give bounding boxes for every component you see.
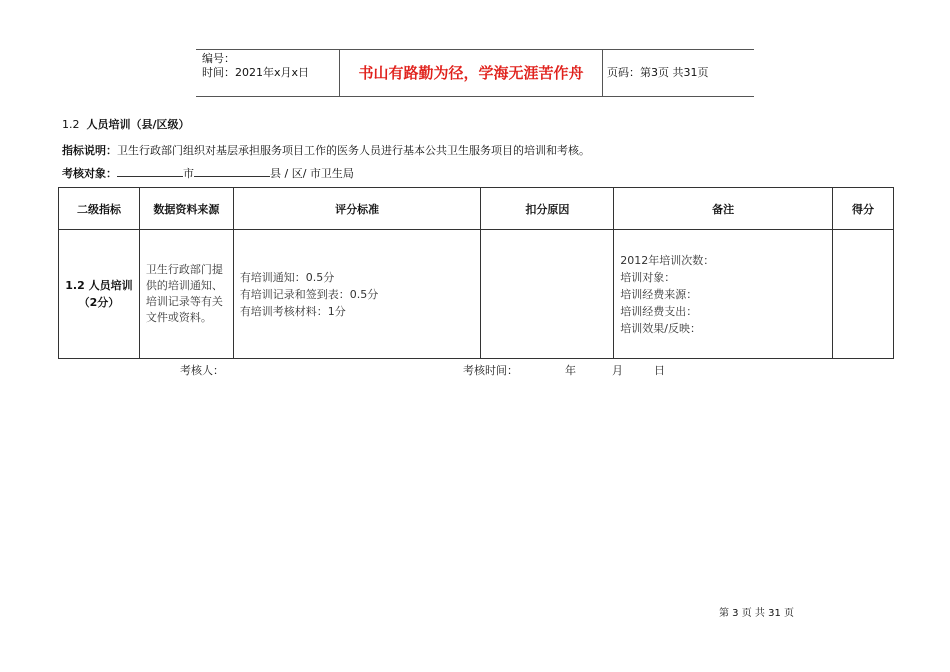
indicator-note-label: 指标说明： bbox=[62, 144, 117, 157]
section-number: 1.2 bbox=[62, 118, 80, 131]
indicator-cell bbox=[59, 230, 140, 359]
remark-item: 培训经费来源： bbox=[620, 287, 698, 301]
indicator-note-text: 卫生行政部门组织对基层承担服务项目工作的医务人员进行基本公共卫生服务项目的培训和考核。 bbox=[117, 144, 590, 157]
assessment-target bbox=[62, 165, 354, 181]
indicator-points: （2分） bbox=[78, 296, 120, 309]
standard-item: 有培训考核材料：1分 bbox=[239, 304, 346, 318]
source-cell: 卫生行政部门提供的培训通知、培训记录等有关文件或资料。 bbox=[139, 230, 233, 359]
page-label: 页码：第3页 共31页 bbox=[607, 66, 709, 79]
number-label: 编号： bbox=[202, 52, 235, 65]
remark-item: 培训经费支出： bbox=[620, 304, 698, 318]
target-label: 考核对象： bbox=[62, 167, 117, 180]
remarks-cell bbox=[614, 230, 833, 359]
table-header-row bbox=[59, 188, 894, 230]
standard-item: 有培训通知：0.5分 bbox=[239, 270, 335, 284]
assess-day: 日 bbox=[654, 364, 665, 377]
section-title bbox=[62, 116, 190, 132]
scoring-table bbox=[58, 187, 894, 359]
section-title-text: 人员培训（县/区级） bbox=[86, 118, 190, 131]
assess-time-label: 考核时间： bbox=[463, 364, 518, 377]
deduction-cell[interactable] bbox=[481, 230, 614, 359]
indicator-note bbox=[62, 142, 590, 158]
standard-item: 有培训记录和签到表：0.5分 bbox=[239, 287, 379, 301]
header-remarks: 备注 bbox=[614, 188, 833, 230]
header-deduction: 扣分原因 bbox=[481, 188, 614, 230]
standard-cell bbox=[233, 230, 481, 359]
assessor-label: 考核人： bbox=[180, 364, 224, 377]
target-city: 市 bbox=[183, 167, 194, 180]
remark-item: 2012年培训次数： bbox=[620, 253, 715, 267]
assess-year: 年 bbox=[565, 364, 576, 377]
time-label: 时间：2021年x月x日 bbox=[202, 66, 310, 79]
county-blank[interactable] bbox=[194, 166, 270, 177]
indicator-name: 1.2 人员培训 bbox=[65, 279, 133, 292]
assess-month: 月 bbox=[612, 364, 623, 377]
page-footer: 第 3 页 共 31 页 bbox=[719, 608, 794, 619]
header-indicator: 二级指标 bbox=[59, 188, 140, 230]
page-header bbox=[196, 49, 754, 97]
target-rest: / 区/ 市卫生局 bbox=[281, 167, 354, 180]
score-cell[interactable] bbox=[833, 230, 894, 359]
header-standard: 评分标准 bbox=[233, 188, 481, 230]
header-source: 数据资料来源 bbox=[139, 188, 233, 230]
motto: 书山有路勤为径，学海无涯苦作舟 bbox=[339, 50, 603, 96]
target-county: 县 bbox=[270, 167, 281, 180]
header-left bbox=[202, 52, 309, 80]
header-score: 得分 bbox=[833, 188, 894, 230]
city-blank[interactable] bbox=[117, 166, 183, 177]
remark-item: 培训效果/反映： bbox=[620, 321, 702, 335]
table-row bbox=[59, 230, 894, 359]
remark-item: 培训对象： bbox=[620, 270, 676, 284]
